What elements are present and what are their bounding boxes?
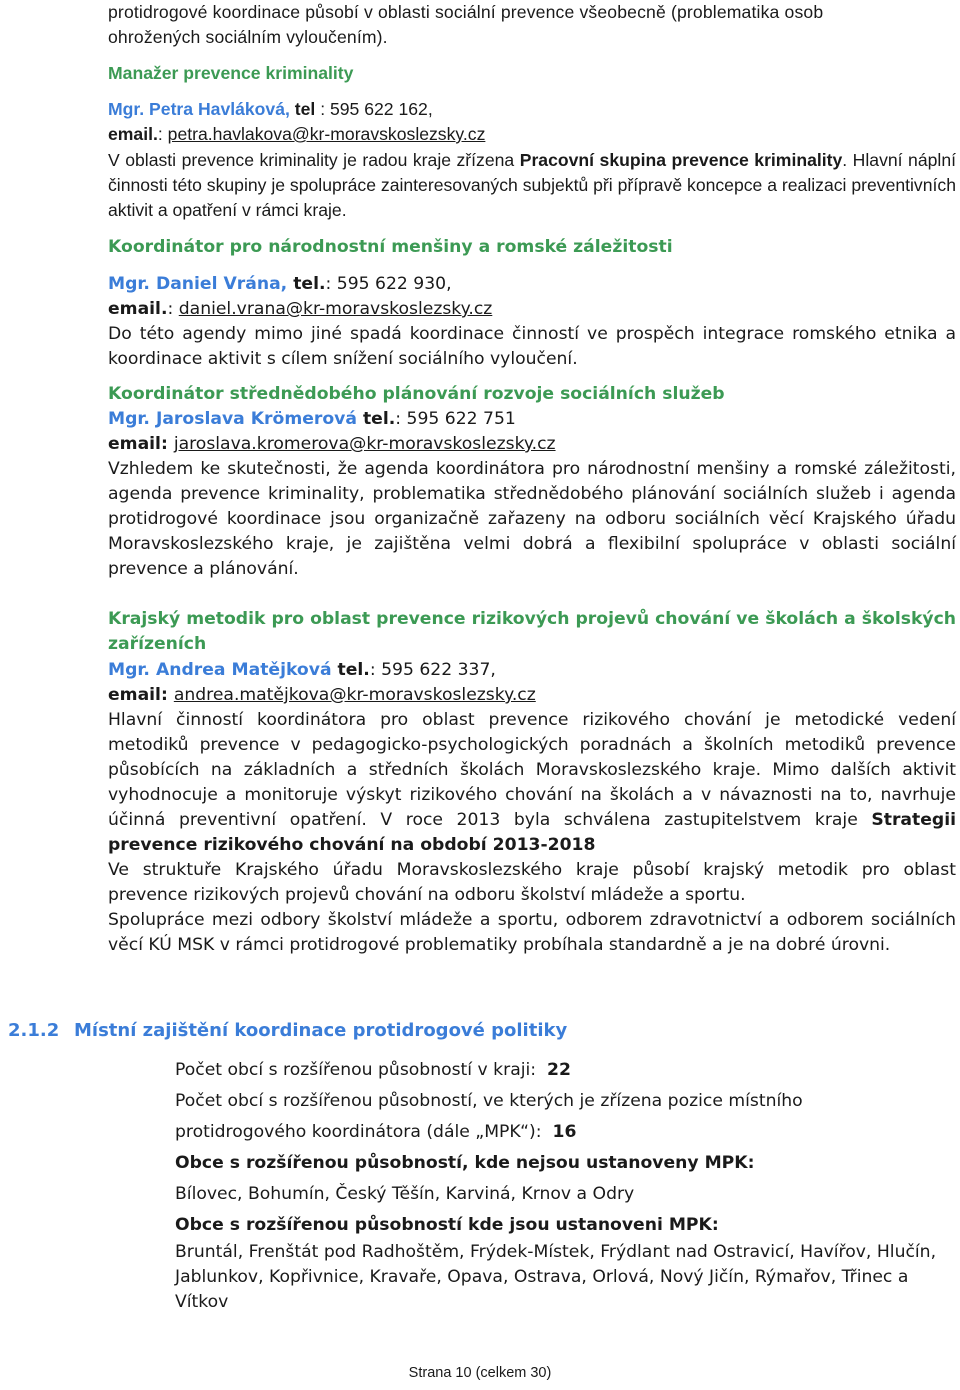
kriminalita-tel: : 595 622 162,	[315, 99, 433, 119]
stats-block	[175, 1055, 955, 1241]
kriminalita-working-group: Pracovní skupina prevence kriminality	[519, 150, 843, 170]
stats-without-label: Obce s rozšířenou působností, kde nejsou ustanoveny MPK:	[175, 1153, 755, 1173]
kriminalita-text-rest: . Hlavní náplní činnosti této skupiny je spolupráce zainteresovaných subjektů při přípravě koncepce a realizaci preventivních aktivit a opatření v rámci kraje.	[108, 150, 956, 220]
stats-count-1-value: 22	[547, 1060, 571, 1080]
stats-count-2	[175, 1117, 955, 1148]
kriminalita-title: Manažer prevence kriminality	[108, 63, 354, 83]
intro-line-2: ohrožených sociálním vyloučením).	[108, 27, 388, 47]
stats-count-2-line-1: Počet obcí s rozšířenou působností, ve kterých je zřízena pozice místního	[175, 1091, 803, 1111]
planovani-contact	[108, 407, 956, 457]
stats-with-label: Obce s rozšířenou působností kde jsou ustanoveni MPK:	[175, 1215, 719, 1235]
mensiny-email-sep: :	[167, 299, 179, 319]
stats-count-1	[175, 1055, 955, 1086]
mensiny-contact	[108, 272, 956, 322]
stats-without-list: Bílovec, Bohumín, Český Těšín, Karviná, Krnov a Odry	[175, 1184, 635, 1204]
planovani-email-link[interactable]: jaroslava.kromerova@kr-moravskoslezsky.cz	[173, 434, 556, 454]
planovani-tel-label: tel.	[356, 409, 396, 429]
planovani-title: Koordinátor střednědobého plánování rozvoje sociálních služeb	[108, 384, 725, 404]
section-number: 2.1.2	[8, 1020, 60, 1041]
section-title: Místní zajištění koordinace protidrogové politiky	[74, 1020, 568, 1041]
mensiny-tel: : 595 622 930,	[325, 274, 452, 294]
planovani-name: Mgr. Jaroslava Krömerová	[108, 409, 357, 429]
metodik-tel-label: tel.	[331, 660, 370, 680]
kriminalita-email-link[interactable]: petra.havlakova@kr-moravskoslezsky.cz	[167, 124, 486, 144]
mensiny-email-link[interactable]: daniel.vrana@kr-moravskoslezsky.cz	[178, 299, 493, 319]
metodik-text: Hlavní činností koordinátora pro oblast prevence rizikového chování je metodické vedení metodiků prevence v pedagogicko-psychologických poradnách a školních metodiků prevence působících na základních a středních školách Moravskoslezského kraje. Mimo dalších aktivit vyhodnocuje a monitoruje výskyt rizikového chování na školách a v návaznosti na to, navrhuje účinná preventivní opatření. V roce 2013 byla schválena zastupitelstvem kraje	[108, 710, 956, 830]
metodik-tel: : 595 622 337,	[369, 660, 496, 680]
kriminalita-name: Mgr. Petra Havláková,	[108, 99, 290, 119]
stats-count-1-label: Počet obcí s rozšířenou působností v kraji:	[175, 1060, 537, 1080]
metodik-paragraph-2: Ve struktuře Krajského úřadu Moravskoslezského kraje působí krajský metodik pro oblast prevence rizikových projevů chování na odboru školství mládeže a sportu.	[108, 860, 956, 905]
kriminalita-text-start: V oblasti prevence kriminality je radou kraje zřízena	[108, 150, 520, 170]
stats-count-2-value: 16	[552, 1122, 577, 1142]
kriminalita-tel-label: tel	[289, 99, 316, 119]
metodik-email-label: email:	[108, 685, 174, 705]
metodik-name: Mgr. Andrea Matějková	[108, 660, 332, 680]
metodik-paragraph-3: Spolupráce mezi odbory školství mládeže a sportu, odborem zdravotnictví a odborem sociálních věcí KÚ MSK v rámci protidrogové problematiky probíhala standardně a je na dobré úrovni.	[108, 910, 956, 955]
planovani-paragraph: Vzhledem ke skutečnosti, že agenda koordinátora pro národnostní menšiny a romské záležitosti, agenda prevence kriminality, problematika střednědobého plánování sociálních služeb i agenda protidrogové koordinace jsou organizačně zařazeny na odboru sociálních věcí Krajského úřadu Moravskoslezského kraje, je zajištěna velmi dobrá a flexibilní spolupráce v oblasti sociální prevence a plánování.	[108, 459, 956, 579]
intro-paragraph	[108, 0, 956, 50]
kriminalita-email-label: email.	[108, 124, 158, 144]
section-heading	[8, 1018, 948, 1044]
mensiny-tel-label: tel.	[287, 274, 326, 294]
mensiny-title: Koordinátor pro národnostní menšiny a romské záležitosti	[108, 237, 673, 257]
metodik-paragraph-1	[108, 708, 956, 858]
stats-with-list: Bruntál, Frenštát pod Radhoštěm, Frýdek-Místek, Frýdlant nad Ostravicí, Havířov, Hlučín, Jablunkov, Kopřivnice, Kravaře, Opava, Ostrava, Orlová, Nový Jičín, Rýmařov, Třinec a Vítkov	[175, 1242, 937, 1312]
page-footer: Strana 10 (celkem 30)	[408, 1365, 552, 1381]
mensiny-email-label: email.	[108, 299, 168, 319]
kriminalita-paragraph	[108, 148, 956, 223]
kriminalita-contact	[108, 97, 956, 147]
stats-count-2-label: protidrogového koordinátora (dále „MPK“):	[175, 1122, 542, 1142]
mensiny-paragraph: Do této agendy mimo jiné spadá koordinace činností ve prospěch integrace romského etnika a koordinace aktivit s cílem snížení sociálního vyloučení.	[108, 324, 956, 369]
intro-line-1: protidrogové koordinace působí v oblasti sociální prevence všeobecně (problematika osob	[108, 2, 824, 22]
metodik-title: Krajský metodik pro oblast prevence rizikových projevů chování ve školách a školských zařízeních	[108, 609, 956, 654]
kriminalita-email-sep: :	[157, 124, 168, 144]
metodik-strategy: Strategii prevence rizikového chování na období 2013-2018	[108, 810, 956, 855]
mensiny-name: Mgr. Daniel Vrána,	[108, 274, 288, 294]
planovani-tel: : 595 622 751	[395, 409, 516, 429]
metodik-contact	[108, 658, 956, 708]
planovani-email-label: email:	[108, 434, 174, 454]
metodik-email-link[interactable]: andrea.matějkova@kr-moravskoslezsky.cz	[173, 685, 536, 705]
